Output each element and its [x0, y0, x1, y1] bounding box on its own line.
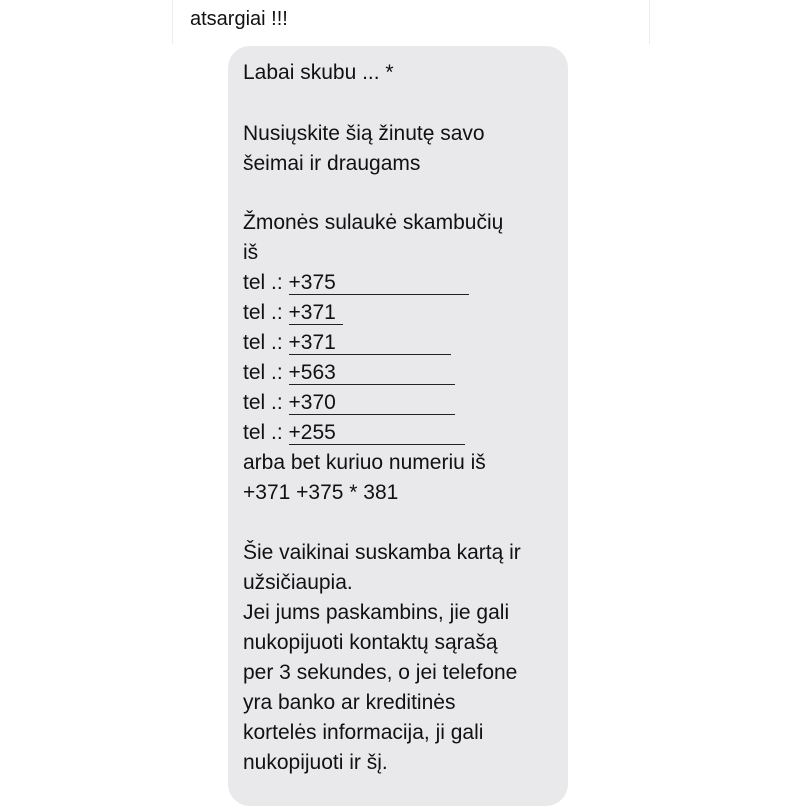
message-any-number: arba bet kuriuo numeriu iš — [243, 451, 486, 474]
phone-label: tel .: — [243, 331, 289, 354]
phone-label: tel .: — [243, 391, 289, 414]
phone-line — [243, 329, 451, 357]
phone-line — [243, 299, 343, 327]
phone-link[interactable]: +371 — [289, 332, 451, 355]
phone-line — [243, 269, 469, 297]
message-body-line: Šie vaikinai suskamba kartą ir — [243, 541, 521, 564]
phone-line — [243, 359, 455, 387]
message-calls-line-1: Žmonės sulaukė skambučių — [243, 211, 504, 234]
message-intro-line-1: Nusiųskite šią žinutę savo — [243, 122, 485, 145]
message-body-line: nukopijuoti ir šį. — [243, 751, 388, 774]
message-greeting: Labai skubu ... * — [243, 61, 394, 84]
phone-line — [243, 419, 465, 447]
phone-link[interactable]: +375 — [289, 272, 469, 295]
message-body-line: užsičiaupia. — [243, 571, 353, 594]
phone-label: tel .: — [243, 361, 289, 384]
message-body-line: Jei jums paskambins, jie gali — [243, 601, 510, 624]
message-codes: +371 +375 * 381 — [243, 481, 399, 504]
phone-line — [243, 389, 455, 417]
phone-label: tel .: — [243, 421, 289, 444]
message-body-line: yra banko ar kreditinės — [243, 691, 456, 714]
message-bubble — [228, 46, 568, 806]
message-intro-line-2: šeimai ir draugams — [243, 152, 421, 175]
phone-label: tel .: — [243, 301, 289, 324]
phone-label: tel .: — [243, 271, 289, 294]
message-body-line: kortelės informacija, ji gali — [243, 721, 484, 744]
phone-link[interactable]: +371 — [289, 302, 343, 325]
post-caption-card — [172, 0, 650, 44]
phone-link[interactable]: +255 — [289, 422, 465, 445]
message-body-line: nukopijuoti kontaktų sąrašą — [243, 631, 498, 654]
message-calls-line-2: iš — [243, 241, 259, 264]
message-body-line: per 3 sekundes, o jei telefone — [243, 661, 518, 684]
phone-link[interactable]: +563 — [289, 362, 455, 385]
post-caption: atsargiai !!! — [190, 8, 288, 30]
phone-link[interactable]: +370 — [289, 392, 455, 415]
